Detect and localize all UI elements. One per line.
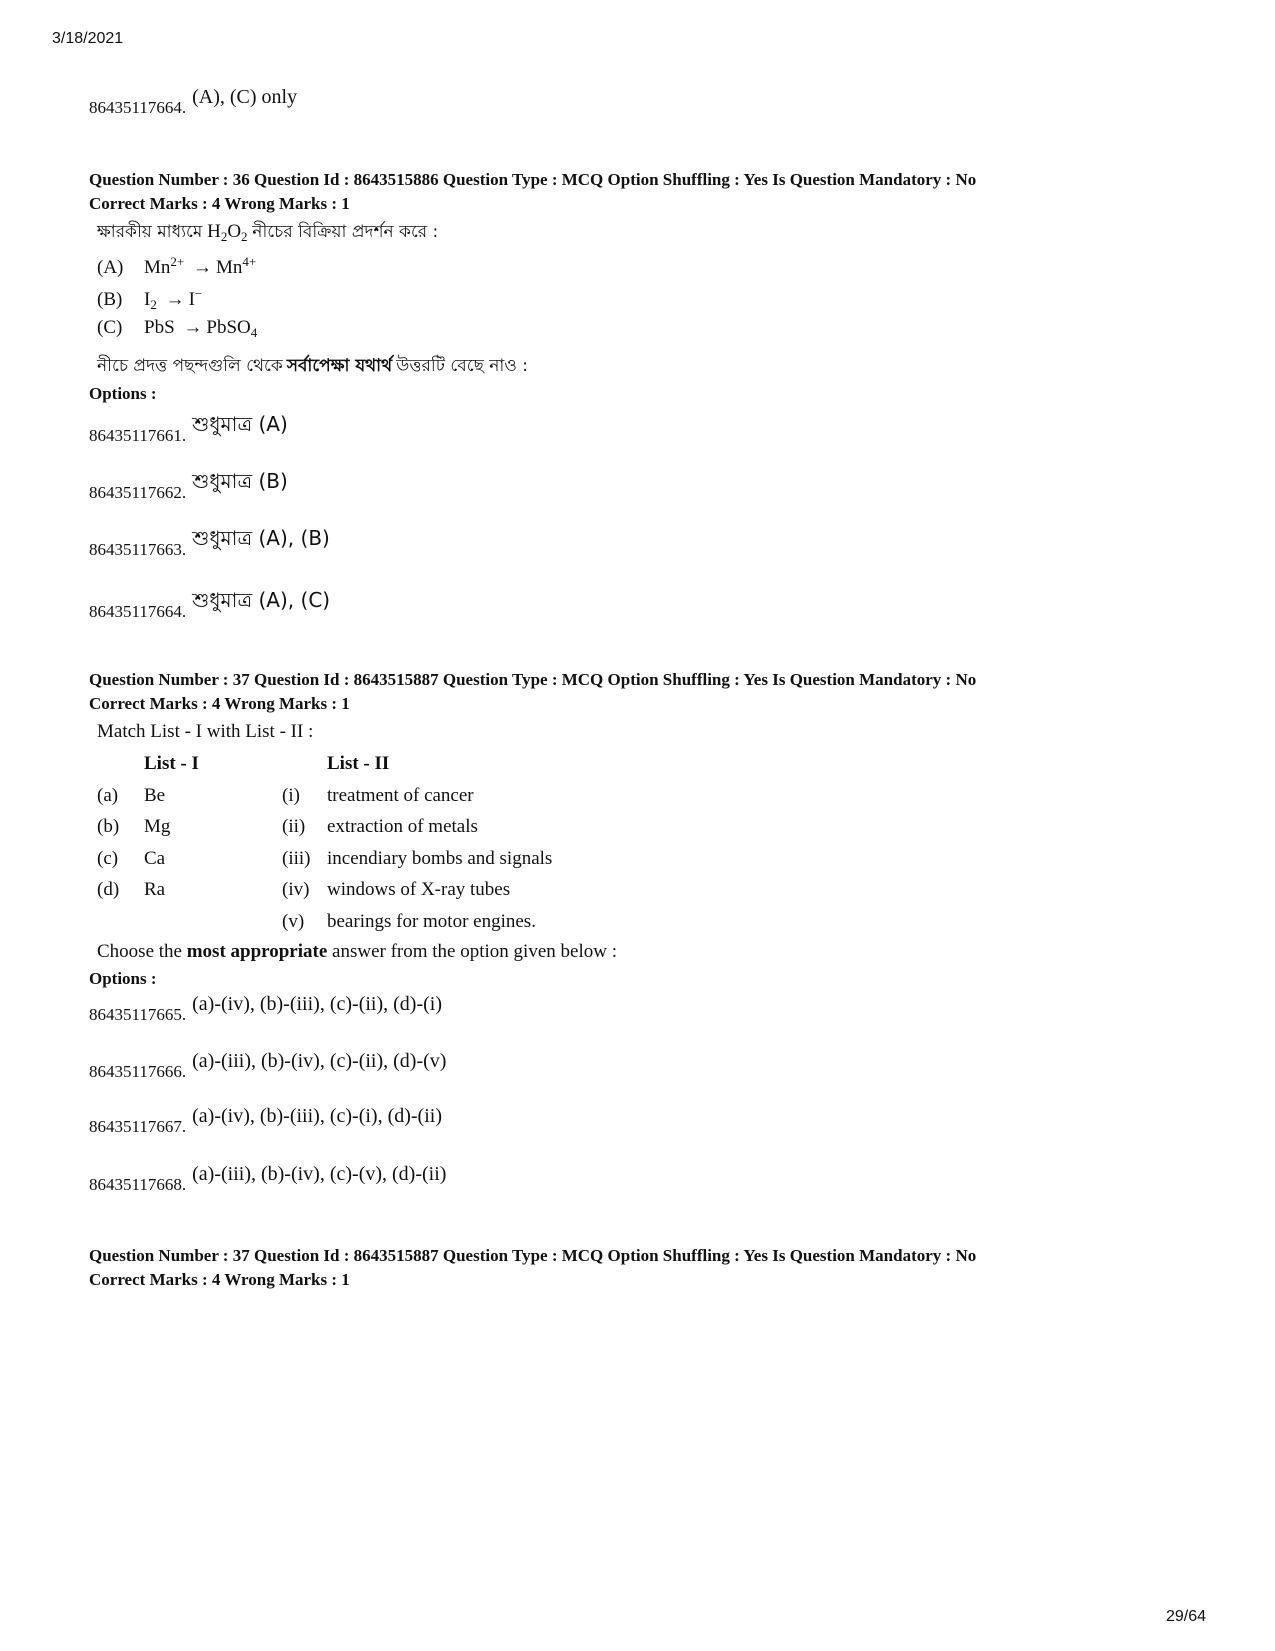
option-row <box>89 1105 442 1138</box>
option-id: 86435117661. <box>89 426 187 445</box>
question-37-intro: Match List - I with List - II : <box>97 721 314 742</box>
list-2-heading: List - II <box>327 753 390 774</box>
question-37-header <box>89 668 976 716</box>
intro-bengali-end: নীচের বিক্রিয়া প্রদর্শন করে : <box>252 222 439 242</box>
list-1-heading: List - I <box>144 753 199 774</box>
option-id: 86435117663. <box>89 540 187 559</box>
question-36-intro <box>97 219 438 247</box>
question-meta-line: Question Number : 37 Question Id : 8643515887 Question Type : MCQ Option Shuffling : Yes Is Question Mandatory : No <box>89 1246 977 1265</box>
option-row <box>89 86 298 119</box>
page-number: 29/64 <box>1166 1608 1207 1625</box>
option-id: 86435117668. <box>89 1175 187 1194</box>
reaction-b: (B) $I_2 \to I^-$ <box>97 286 203 312</box>
intro-bengali: ক্ষারকীয় মাধ্যমে <box>97 222 203 242</box>
marks-line: Correct Marks : 4 Wrong Marks : 1 <box>89 194 350 213</box>
question-meta-line: Question Number : 37 Question Id : 8643515887 Question Type : MCQ Option Shuffling : Yes Is Question Mandatory : No <box>89 670 977 689</box>
question-36-header <box>89 168 976 216</box>
option-text: শুধুমাত্র (A), (C) <box>192 588 331 612</box>
marks-line: Correct Marks : 4 Wrong Marks : 1 <box>89 1270 350 1289</box>
option-id: 86435117667. <box>89 1117 187 1136</box>
reaction-c: (C) PbS → PbSO$_4$ <box>97 317 258 340</box>
options-label: Options : <box>89 384 157 403</box>
option-text: (A), (C) only <box>192 86 298 108</box>
option-row <box>89 1050 447 1083</box>
option-text: (a)-(iv), (b)-(iii), (c)-(ii), (d)-(i) <box>192 993 442 1015</box>
option-row <box>89 412 288 453</box>
option-id: 86435117662. <box>89 483 187 502</box>
option-id: 86435117664. <box>89 602 187 621</box>
option-text: (a)-(iii), (b)-(iv), (c)-(ii), (d)-(v) <box>192 1050 447 1072</box>
options-label: Options : <box>89 969 157 988</box>
option-row <box>89 588 331 629</box>
marks-line: Correct Marks : 4 Wrong Marks : 1 <box>89 694 350 713</box>
option-text: শুধুমাত্র (A) <box>192 412 288 436</box>
option-text: শুধুমাত্র (A), (B) <box>192 526 330 550</box>
option-row <box>89 993 442 1026</box>
choose-instruction: Choose the most appropriate answer from the option given below : <box>97 941 617 962</box>
option-id: 86435117665. <box>89 1005 187 1024</box>
formula-h2o2: $H_2O_2$ <box>207 221 248 244</box>
option-row <box>89 469 288 510</box>
option-id: 86435117664. <box>89 98 187 117</box>
option-id: 86435117666. <box>89 1062 187 1081</box>
print-date: 3/18/2021 <box>52 30 124 47</box>
option-text: শুধুমাত্র (B) <box>192 469 288 493</box>
question-meta-line: Question Number : 36 Question Id : 8643515886 Question Type : MCQ Option Shuffling : Yes Is Question Mandatory : No <box>89 170 977 189</box>
question-37-repeat-header <box>89 1244 976 1292</box>
reaction-a: (A) $Mn^{2+} \to Mn^{4+}$ <box>97 254 257 278</box>
option-text: (a)-(iv), (b)-(iii), (c)-(i), (d)-(ii) <box>192 1105 442 1127</box>
option-row <box>89 526 330 567</box>
choose-instruction: নীচে প্রদত্ত পছন্দগুলি থেকে সর্বাপেক্ষা যথার্থ উত্তরটি বেছে নাও : <box>97 356 528 376</box>
option-text: (a)-(iii), (b)-(iv), (c)-(v), (d)-(ii) <box>192 1163 447 1185</box>
option-row <box>89 1163 447 1196</box>
